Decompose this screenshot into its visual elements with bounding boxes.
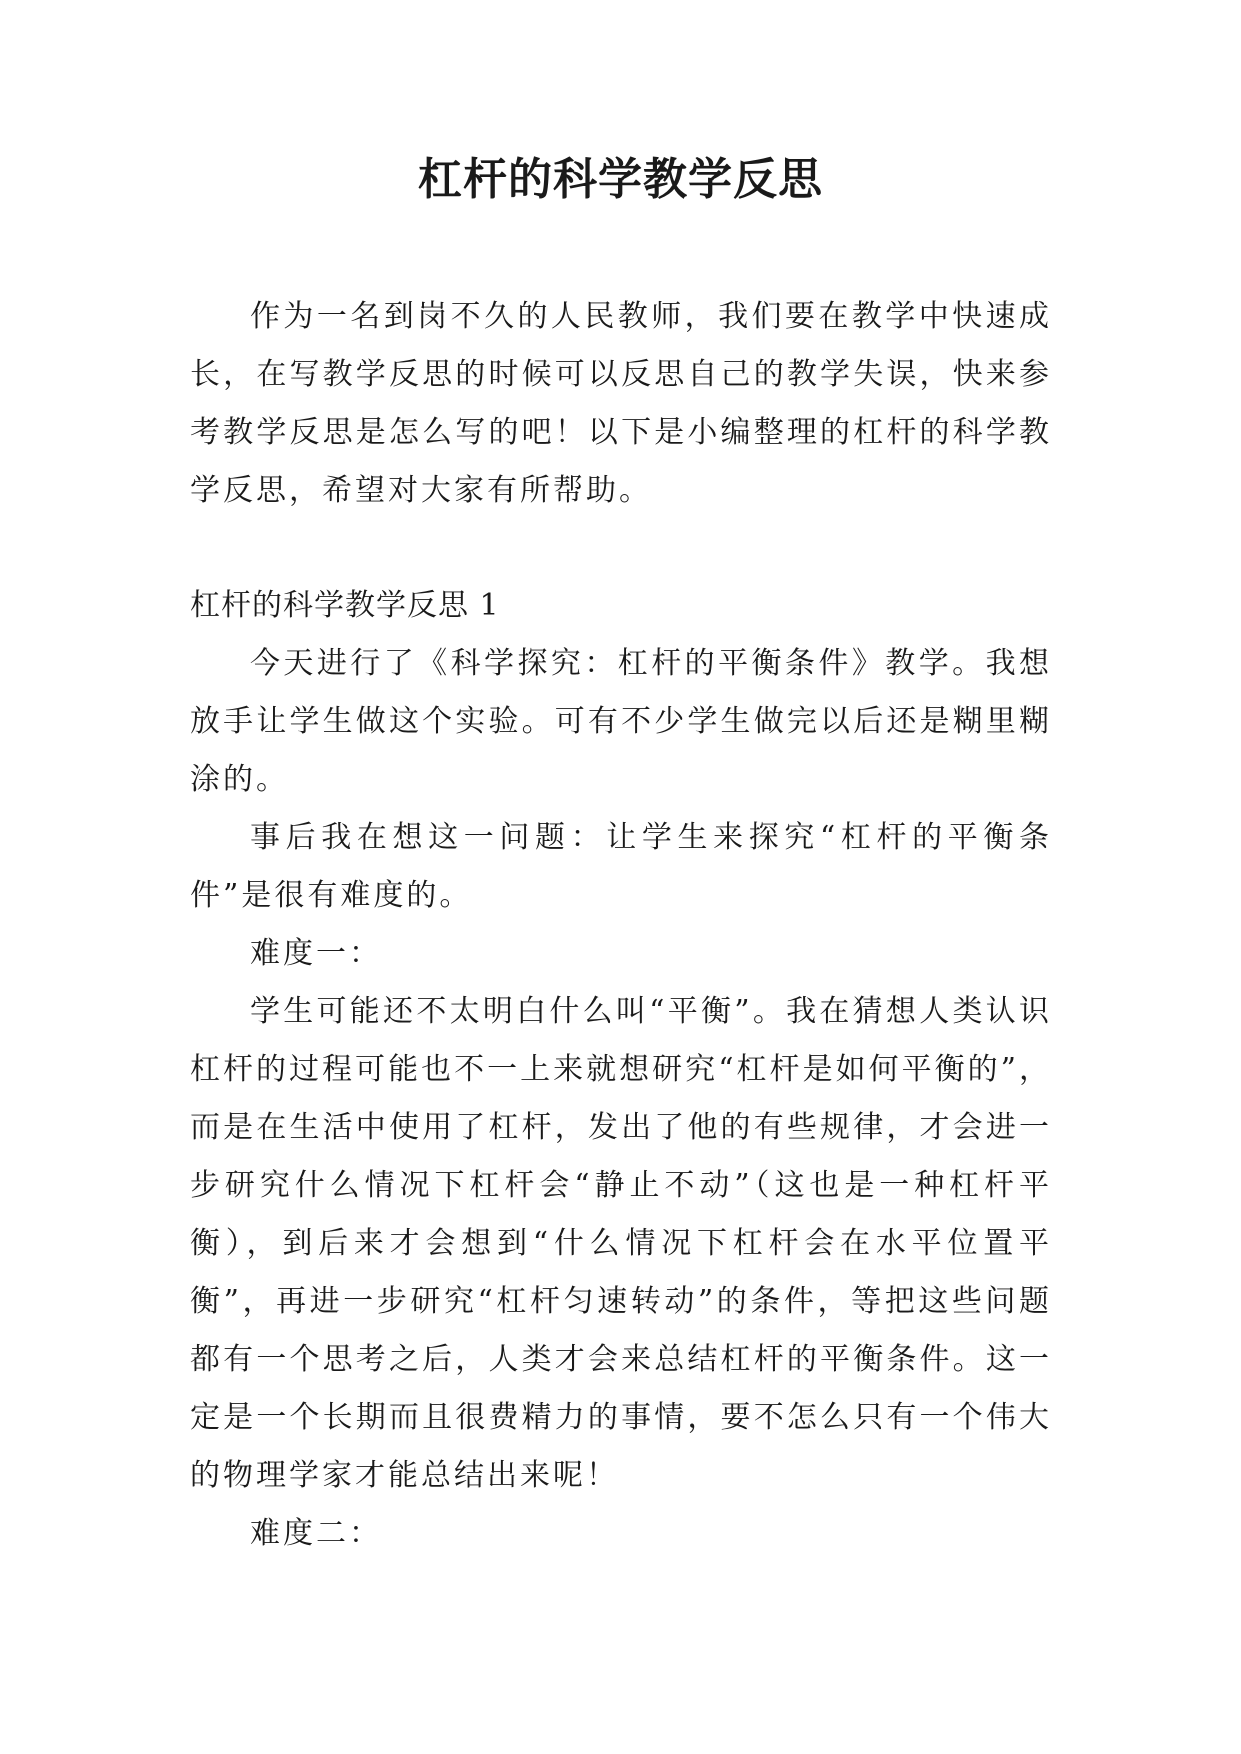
- body-paragraph: 学生可能还不太明白什么叫“平衡”。我在猜想人类认识杠杆的过程可能也不一上来就想研究“杠杆是如何平衡的”，而是在生活中使用了杠杆，发出了他的有些规律，才会进一步研究什么情况下杠杆会“静止不动”（这也是一种杠杆平衡），到后来才会想到“什么情况下杠杆会在水平位置平衡”，再进一步研究“杠杆匀速转动”的条件，等把这些问题都有一个思考之后，人类才会来总结杠杆的平衡条件。这一定是一个长期而且很费精力的事情，要不怎么只有一个伟大的物理学家才能总结出来呢！: [190, 994, 1052, 1493]
- document-title: 杠杆的科学教学反思: [418, 154, 823, 205]
- difficulty-label: 难度二：: [250, 1516, 382, 1551]
- intro-paragraph: 作为一名到岗不久的人民教师，我们要在教学中快速成长，在写教学反思的时候可以反思自己的教学失误，快来参考教学反思是怎么写的吧！以下是小编整理的杠杆的科学教学反思，希望对大家有所帮助。: [190, 299, 1052, 508]
- document-body: [190, 288, 1052, 1563]
- difficulty-label: 难度一：: [250, 936, 382, 971]
- body-paragraph: 事后我在想这一问题：让学生来探究“杠杆的平衡条件”是很有难度的。: [190, 820, 1052, 913]
- section-heading: 杠杆的科学教学反思 1: [190, 588, 500, 623]
- body-paragraph: 今天进行了《科学探究：杠杆的平衡条件》教学。我想放手让学生做这个实验。可有不少学生做完以后还是糊里糊涂的。: [190, 646, 1052, 797]
